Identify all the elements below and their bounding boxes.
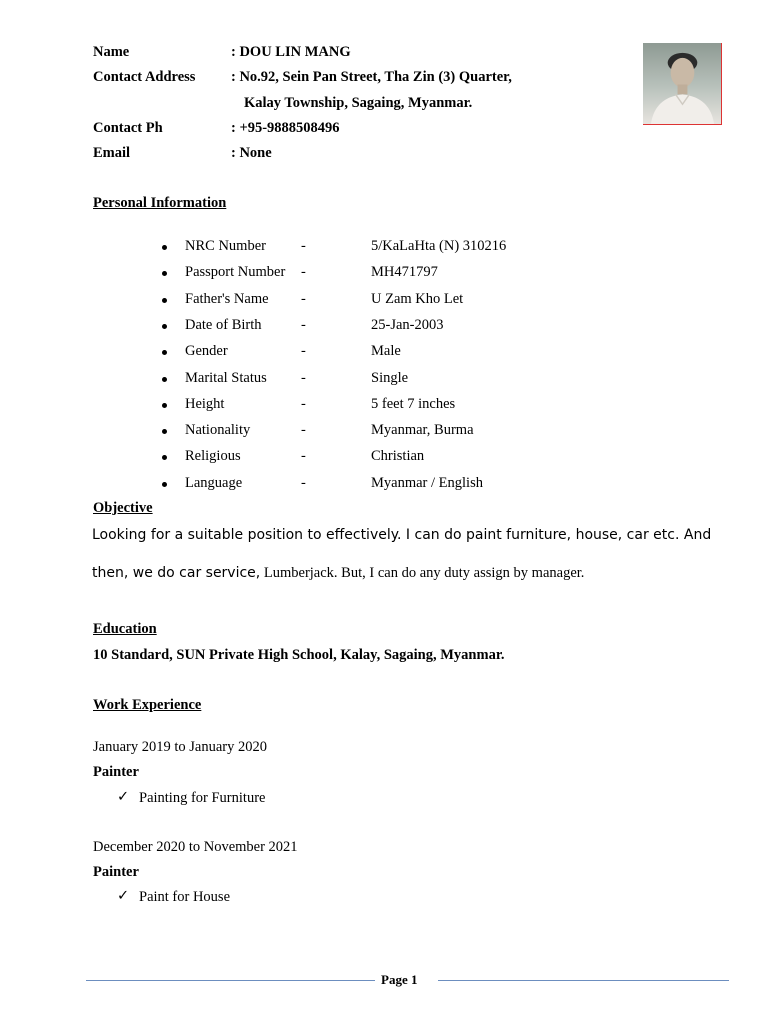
personal-info-separator: - (301, 422, 306, 438)
personal-info-separator: - (301, 291, 306, 307)
email-value: : None (231, 145, 272, 161)
bullet-icon (162, 403, 167, 408)
bullet-icon (162, 429, 167, 434)
personal-info-value: Christian (371, 448, 425, 464)
bullet-icon (162, 350, 167, 355)
education-text: 10 Standard, SUN Private High School, Kalay, Sagaing, Myanmar. (93, 647, 505, 663)
phone-label: Contact Ph (93, 120, 163, 136)
bullet-icon (162, 455, 167, 460)
bullet-icon (162, 245, 167, 250)
personal-info-separator: - (301, 317, 306, 333)
personal-info-value: Male (371, 343, 401, 359)
personal-info-label: NRC Number (185, 238, 266, 254)
job-period: December 2020 to November 2021 (93, 839, 298, 855)
bullet-icon (162, 271, 167, 276)
personal-info-label: Language (185, 475, 243, 491)
personal-info-label: Height (185, 396, 225, 412)
objective-line-2 (92, 564, 584, 582)
personal-info-separator: - (301, 396, 306, 412)
personal-info-value: Single (371, 370, 409, 386)
personal-info-value: 25-Jan-2003 (371, 317, 444, 333)
job-title: Painter (93, 864, 139, 880)
personal-info-separator: - (301, 370, 306, 386)
personal-info-value: Myanmar / English (371, 475, 483, 491)
job-period: January 2019 to January 2020 (93, 739, 267, 755)
name-label: Name (93, 44, 130, 60)
personal-info-separator: - (301, 448, 306, 464)
personal-info-separator: - (301, 475, 306, 491)
personal-info-label: Marital Status (185, 370, 267, 386)
personal-info-value: U Zam Kho Let (371, 291, 464, 307)
objective-heading: Objective (93, 500, 153, 516)
personal-info-label: Date of Birth (185, 317, 262, 333)
bullet-icon (162, 298, 167, 303)
checkmark-icon: ✓ (117, 789, 130, 805)
address-label: Contact Address (93, 69, 196, 85)
education-heading: Education (93, 621, 157, 637)
objective-line-2-sans: then, we do car service, (92, 565, 261, 581)
name-value: : DOU LIN MANG (231, 44, 351, 60)
bullet-icon (162, 324, 167, 329)
personal-info-value: 5 feet 7 inches (371, 396, 456, 412)
phone-value: : +95-9888508496 (231, 120, 340, 136)
bullet-icon (162, 377, 167, 382)
personal-info-label: Father's Name (185, 291, 269, 307)
personal-info-heading: Personal Information (93, 195, 227, 211)
job-task: Painting for Furniture (139, 790, 266, 806)
personal-info-value: 5/KaLaHta (N) 310216 (371, 238, 507, 254)
email-label: Email (93, 145, 131, 161)
footer-divider-right (438, 980, 729, 981)
work-experience-heading: Work Experience (93, 697, 202, 713)
job-title: Painter (93, 764, 139, 780)
personal-info-label: Religious (185, 448, 241, 464)
profile-photo (643, 43, 722, 125)
footer-divider-left (86, 980, 375, 981)
personal-info-label: Gender (185, 343, 228, 359)
objective-line-2-serif: Lumberjack. But, I can do any duty assign by manager. (260, 565, 585, 581)
page-number: Page 1 (381, 972, 418, 987)
checkmark-icon: ✓ (117, 888, 130, 904)
personal-info-label: Nationality (185, 422, 251, 438)
objective-line-1: Looking for a suitable position to effectively. I can do paint furniture, house, car etc. And (92, 527, 712, 543)
job-task: Paint for House (139, 889, 231, 905)
personal-info-label: Passport Number (185, 264, 286, 280)
personal-info-separator: - (301, 238, 306, 254)
personal-info-separator: - (301, 343, 306, 359)
personal-info-value: Myanmar, Burma (371, 422, 474, 438)
bullet-icon (162, 482, 167, 487)
address-line-1: : No.92, Sein Pan Street, Tha Zin (3) Quarter, (231, 69, 512, 85)
personal-info-separator: - (301, 264, 306, 280)
personal-info-value: MH471797 (371, 264, 438, 280)
address-line-2: Kalay Township, Sagaing, Myanmar. (244, 95, 473, 111)
